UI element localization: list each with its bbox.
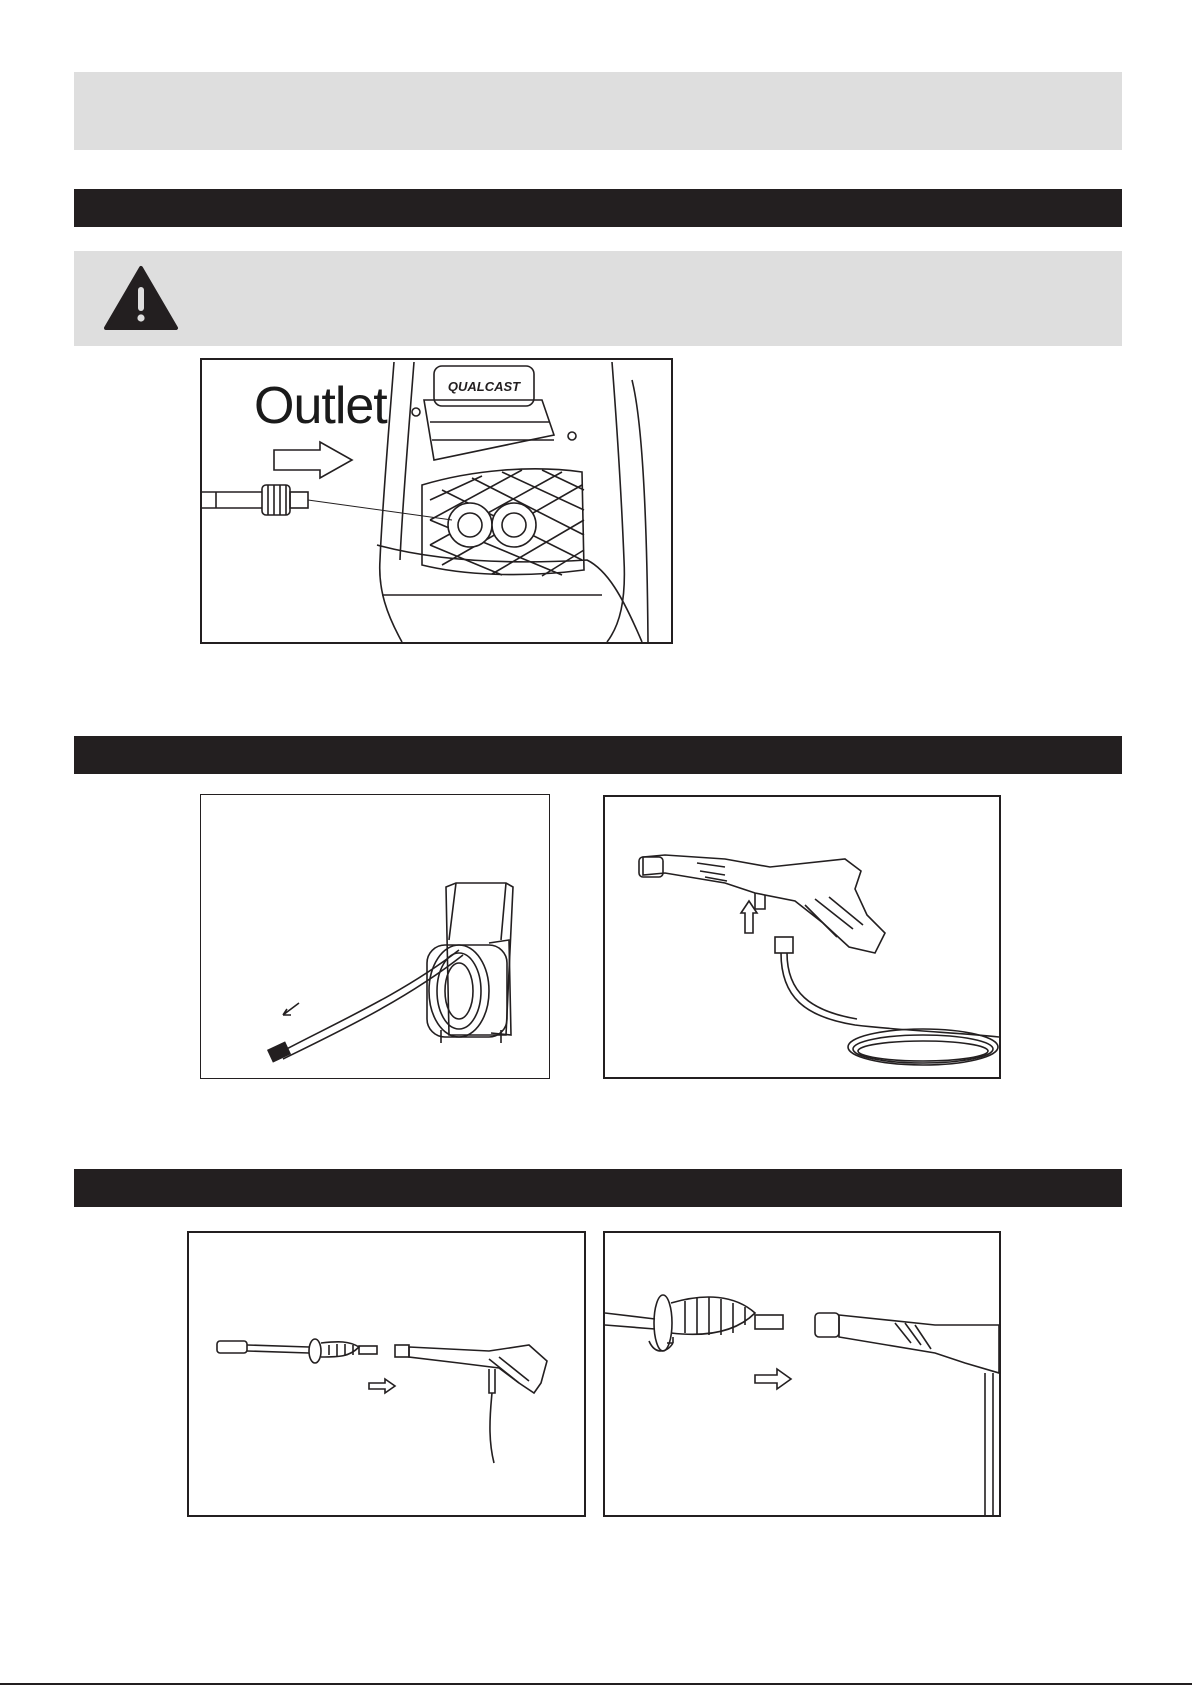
figure-trigger-gun-hose	[603, 795, 1001, 1079]
figure-lance-assembly	[187, 1231, 586, 1517]
section-bar-2	[74, 736, 1122, 774]
figure-lance-detail	[603, 1231, 1001, 1517]
figure-hose-reel	[200, 794, 550, 1079]
qualcast-logo: QUALCAST	[447, 379, 521, 394]
heading-panel	[74, 72, 1122, 150]
section-bar-1	[74, 189, 1122, 227]
figure-outlet-connection	[200, 358, 673, 644]
warning-panel	[74, 251, 1122, 346]
warning-triangle-icon	[103, 265, 179, 331]
section-bar-3	[74, 1169, 1122, 1207]
outlet-label: Outlet	[254, 377, 387, 435]
